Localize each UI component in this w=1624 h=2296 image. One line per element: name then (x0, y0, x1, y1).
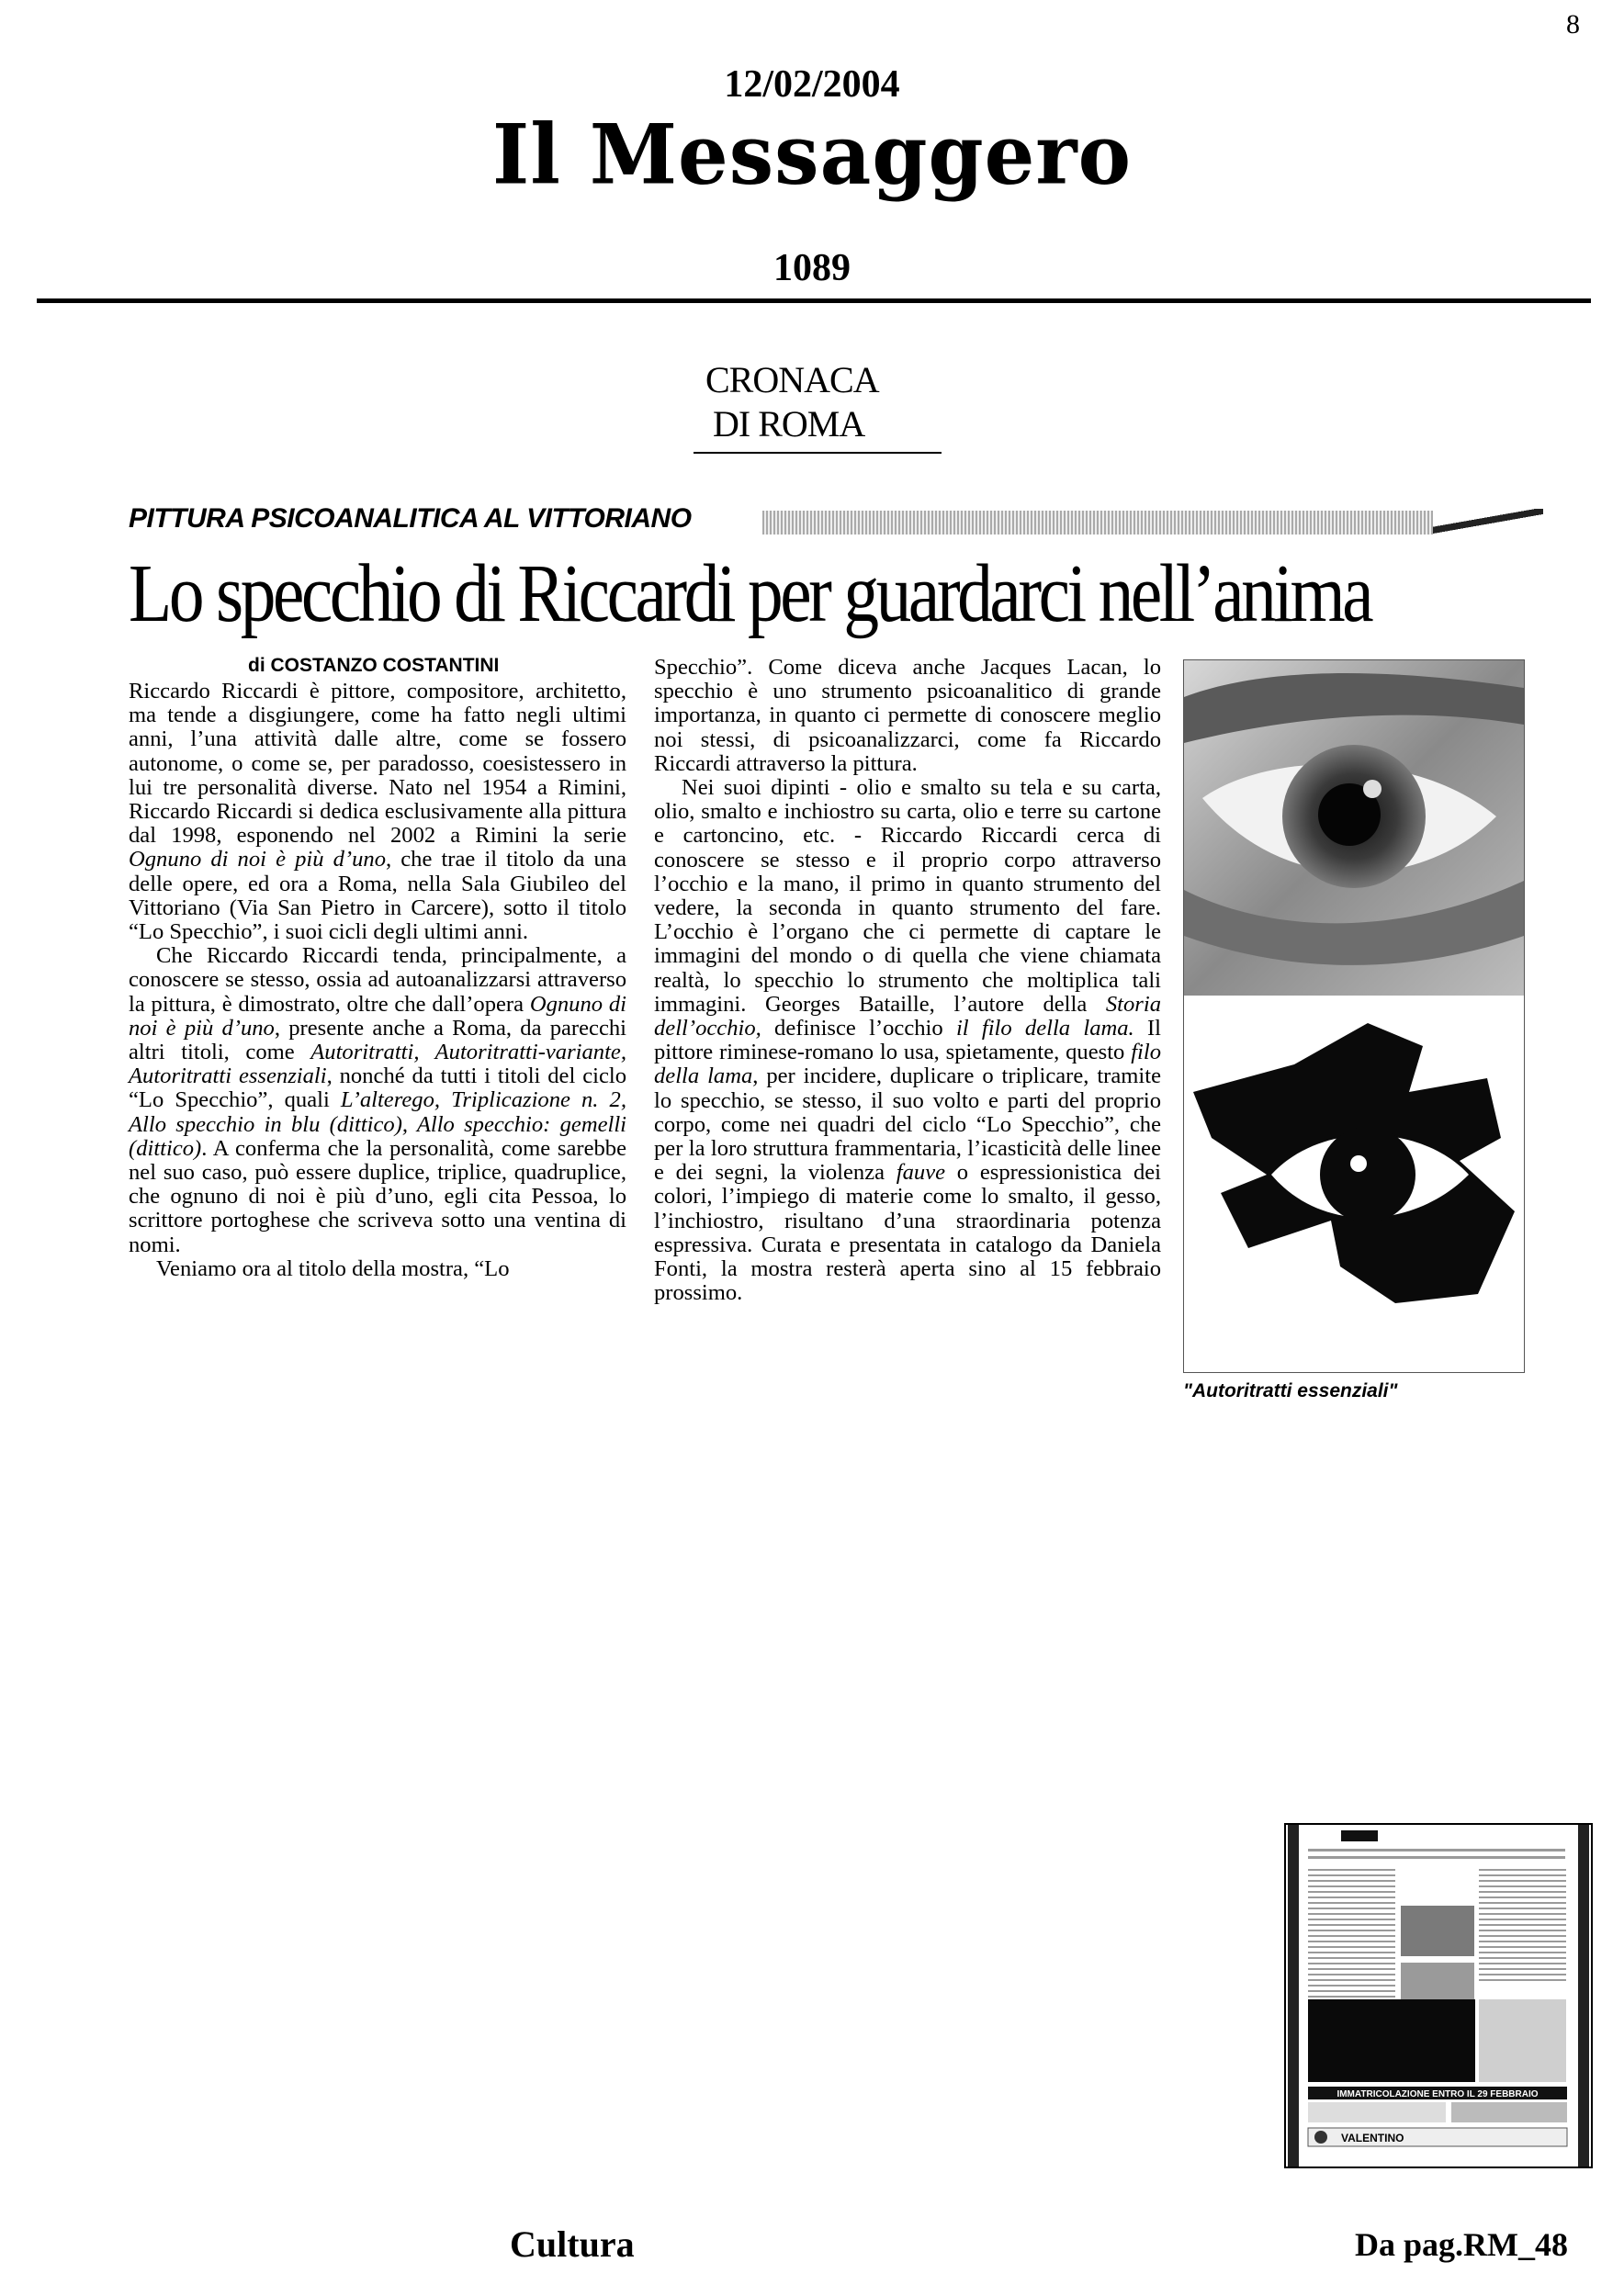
publication-date: 12/02/2004 (724, 63, 900, 106)
paragraph: Veniamo ora al titolo della mostra, “Lo (156, 1255, 510, 1281)
eye-painting-image (1184, 660, 1524, 1372)
newspaper-masthead: Il Messaggero (492, 106, 1132, 204)
section-label (705, 358, 953, 446)
article-kicker: PITTURA PSICOANALITICA AL VITTORIANO (129, 503, 701, 535)
paragraph: Specchio”. Come diceva anche Jacques Lacan, lo specchio è uno strumento psicoanalitico di grande importanza, in quanto ci permette di conoscere meglio noi stessi, di psicoanalizzarci, come fa Riccardo Riccardi attraverso la pittura. (654, 655, 1161, 776)
section-label-line2: DI ROMA (713, 403, 865, 445)
paragraph: Che Riccardo Riccardi tenda, principalmente, a conoscere se stesso, ossia ad autoanalizzarsi attraverso la pittura, è dimostrato, oltre che dall’opera Ognuno di noi è più d’uno, presente anche a Roma, da parecchi altri titoli, come Autoritratti, Autoritratti-variante, Autoritratti essenziali, nonché da tutti i titoli del ciclo “Lo Specchio”, quali L’alterego, Triplicazione n. 2, Allo specchio in blu (dittico), Allo specchio: gemelli (dittico). A conferma che la personalità, come sarebbe nel suo caso, può essere duplice, triplice, quadruplice, che ognuno di noi è più d’uno, egli cita Pessoa, lo scrittore portoghese che scriveva sotto una ventina di nomi. (129, 943, 626, 1257)
page-thumbnail-image (1286, 1825, 1591, 2167)
issue-number: 1089 (773, 247, 851, 289)
kicker-texture-end (1433, 509, 1543, 535)
page-thumbnail (1284, 1823, 1593, 2168)
artwork-photo (1183, 659, 1525, 1373)
kicker-bar (129, 503, 1506, 538)
thumbnail-banner-text: IMMATRICOLAZIONE ENTRO IL 29 FEBBRAIO (1336, 2089, 1539, 2099)
section-label-line1: CRONACA (705, 359, 879, 400)
header-divider (37, 298, 1591, 303)
paragraph: Nei suoi dipinti - olio e smalto su tela e su carta, olio, smalto e inchiostro su carta, olio e terre su cartone e cartoncino, etc. - Riccardo Riccardi cerca di conoscere se stesso e il proprio corpo attraverso l’occhio e la mano, il primo in quanto strumento del vedere, la seconda in quanto strumento del fare. L’occhio è l’organo che ci permette di captare le immagini del mondo o di quella che viene chiamata realtà, lo specchio lo strumento che moltiplica tali immagini. Georges Bataille, l’autore della Storia dell’occhio, definisce l’occhio il filo della lama. Il pittore riminese-romano lo usa, spietamente, questo filo della lama, per incidere, duplicare o triplicare, tramite lo specchio, se stesso, il suo volto e parti del proprio corpo, come nei quadri del ciclo “Lo Specchio”, che per la loro struttura frammentaria, l’icasticità delle linee e dei segni, la violenza fauve o espressionistica dei colori, l’impiego di materie come lo smalto, il gesso, l’inchiostro, risultano d’una straordinaria potenza espressiva. Curata e presentata in catalogo da Daniela Fonti, la mostra resterà aperta sino al 15 febbraio prossimo. (654, 775, 1162, 1306)
article-byline: di COSTANZO COSTANTINI (248, 655, 500, 676)
article-headline: Lo specchio di Riccardi per guardarci nell’anima (129, 548, 1371, 639)
footer-source: Da pag.RM_48 (1355, 2226, 1568, 2263)
article-column-1 (129, 680, 626, 1281)
footer-section: Cultura (510, 2223, 635, 2265)
section-underline (694, 452, 942, 454)
thumbnail-brand-text: VALENTINO (1341, 2132, 1404, 2144)
photo-caption: "Autoritratti essenziali" (1183, 1380, 1398, 1401)
paragraph: Riccardo Riccardi è pittore, compositore, architetto, ma tende a disgiungere, come ha fatto negli ultimi anni, l’una attività dalle altre, come se fossero autonome, o come se, per paradosso, coesistessero in lui tre personalità diverse. Nato nel 1954 a Rimini, Riccardo Riccardi si dedica esclusivamente alla pittura dal 1998, esponendo nel 2002 a Rimini la serie Ognuno di noi è più d’uno, che trae il titolo da una delle opere, ed ora a Roma, nella Sala Giubileo del Vittoriano (Via San Pietro in Carcere), sotto il titolo “Lo Specchio”, i suoi cicli degli ultimi anni. (129, 679, 627, 945)
page-number: 8 (1566, 9, 1580, 39)
article-column-2 (654, 656, 1161, 1305)
kicker-texture (762, 511, 1506, 535)
